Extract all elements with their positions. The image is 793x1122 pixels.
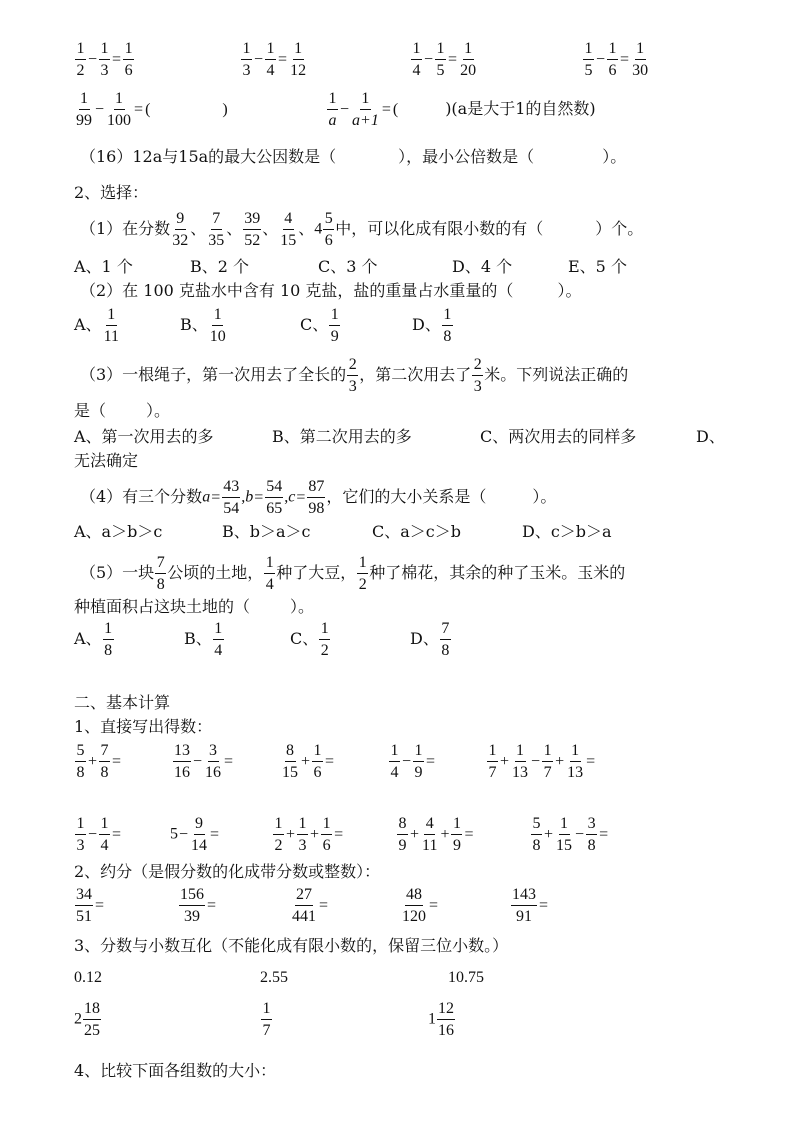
choice-3-question-line2: 是（ ）。 xyxy=(74,401,171,420)
choice-2-option-a[interactable]: A、 $\frac{1}{11}$ xyxy=(74,306,119,345)
calc-2-4: $\frac{8}{9}$ + $\frac{4}{11}$ + $\frac{1}{9}$ = xyxy=(398,815,474,854)
choice-3-option-a[interactable]: A、第一次用去的多 xyxy=(74,427,214,446)
subsection-4-title: 4、比较下面各组数的大小： xyxy=(74,1061,277,1080)
choice-5-option-c[interactable]: C、 $\frac{1}{2}$ xyxy=(290,620,329,659)
reduce-1: $\frac{34}{51}$ = xyxy=(76,886,105,925)
choice-3-option-d[interactable]: D、 xyxy=(696,427,725,446)
choice-3-option-c[interactable]: C、两次用去的同样多 xyxy=(480,427,637,446)
choice-1-option-b[interactable]: B、2 个 xyxy=(190,257,250,276)
choice-4-option-b[interactable]: B、b＞a＞c xyxy=(222,522,311,541)
reduce-3: $\frac{27}{441}$ = xyxy=(292,886,329,925)
calc-1-1: $\frac{5}{8}$ + $\frac{7}{8}$ = xyxy=(76,742,122,781)
choice-1-option-d[interactable]: D、4 个 xyxy=(452,257,513,276)
pattern-eq-5: $\frac{1}{99}$ − $\frac{1}{100}$ = ( ) xyxy=(76,90,228,129)
decimal-2: 2.55 xyxy=(260,969,288,986)
fraction-convert-2: $\frac{1}{7}$ xyxy=(262,1000,271,1039)
choice-1-option-c[interactable]: C、3 个 xyxy=(318,257,378,276)
reduce-5: $\frac{143}{91}$ = xyxy=(512,886,549,925)
choice-1-option-a[interactable]: A、1 个 xyxy=(74,257,133,276)
choice-4-option-c[interactable]: C、a＞c＞b xyxy=(372,522,461,541)
subsection-3-title: 3、分数与小数互化（不能化成有限小数的，保留三位小数。） xyxy=(74,936,509,955)
subsection-2-title: 2、约分（是假分数的化成带分数或整数）： xyxy=(74,862,381,881)
choice-2-option-b[interactable]: B、 $\frac{1}{10}$ xyxy=(180,306,226,345)
choice-3-question: （3）一根绳子，第一次用去了全长的 $\frac{2}{3}$ ，第二次用去了 $\frac{2}{3}$ 米。下列说法正确的 xyxy=(80,356,629,395)
choice-4-option-a[interactable]: A、a＞b＞c xyxy=(74,522,163,541)
decimal-3: 10.75 xyxy=(448,969,484,986)
choice-1-question: （1）在分数 $\frac{9}{32}$ 、 $\frac{7}{35}$ 、 $\frac{39}{52}$ 、 $\frac{4}{15}$ 、4 $\frac{5}{6}$ 中，可以化成有限小数的有（ ）个。 xyxy=(80,210,644,249)
choice-5-question-line2: 种植面积占这块土地的（ ）。 xyxy=(74,597,315,616)
calc-1-3: $\frac{8}{15}$ + $\frac{1}{6}$ = xyxy=(282,742,335,781)
choice-2-option-d[interactable]: D、 $\frac{1}{8}$ xyxy=(412,306,452,345)
choice-4-question: （4）有三个分数a= $\frac{43}{54}$ ,b= $\frac{54}{65}$ ,c= $\frac{87}{98}$ ，它们的大小关系是（ ）。 xyxy=(80,478,557,517)
pattern-eq-3: $\frac{1}{4}$ − $\frac{1}{5}$ = $\frac{1}{20}$ xyxy=(412,40,477,79)
calc-2-2: 5− $\frac{9}{14}$ = xyxy=(170,815,220,854)
choice-2-question: （2）在 100 克盐水中含有 10 克盐，盐的重量占水重量的（ ）。 xyxy=(80,281,582,300)
fraction-convert-3: 1 $\frac{12}{16}$ xyxy=(428,1000,454,1039)
reduce-4: $\frac{48}{120}$ = xyxy=(402,886,439,925)
question-16: （16）12a与15a的最大公因数是（ ），最小公倍数是（ ）。 xyxy=(80,147,627,166)
choice-5-option-d[interactable]: D、 $\frac{7}{8}$ xyxy=(410,620,450,659)
calc-2-1: $\frac{1}{3}$ − $\frac{1}{4}$ = xyxy=(76,815,122,854)
calc-1-2: $\frac{13}{16}$ − $\frac{3}{16}$ = xyxy=(174,742,234,781)
pattern-eq-6: $\frac{1}{a}$ − $\frac{1}{a+1}$ = ( )(a是大于1的自然数) xyxy=(328,90,596,129)
choice-3-option-d-wrap: 无法确定 xyxy=(74,451,139,470)
choice-5-option-b[interactable]: B、 $\frac{1}{4}$ xyxy=(184,620,223,659)
pattern-eq-4: $\frac{1}{5}$ − $\frac{1}{6}$ = $\frac{1}{30}$ xyxy=(584,40,649,79)
decimal-1: 0.12 xyxy=(74,969,102,986)
reduce-2: $\frac{156}{39}$ = xyxy=(180,886,217,925)
subsection-1-title: 1、直接写出得数： xyxy=(74,717,213,736)
calc-2-5: $\frac{5}{8}$ + $\frac{1}{15}$ − $\frac{3}{8}$ = xyxy=(532,815,609,854)
choice-5-question: （5）一块 $\frac{7}{8}$ 公顷的土地， $\frac{1}{4}$ 种了大豆， $\frac{1}{2}$ 种了棉花，其余的种了玉米。玉米的 xyxy=(80,554,626,593)
choice-3-option-b[interactable]: B、第二次用去的多 xyxy=(272,427,412,446)
calc-2-3: $\frac{1}{2}$ + $\frac{1}{3}$ + $\frac{1}{6}$ = xyxy=(274,815,344,854)
section-2-title: 2、选择： xyxy=(74,183,149,202)
pattern-eq-1: $\frac{1}{2}$ − $\frac{1}{3}$ = $\frac{1}{6}$ xyxy=(76,40,133,79)
choice-1-option-e[interactable]: E、5 个 xyxy=(568,257,627,276)
pattern-eq-2: $\frac{1}{3}$ − $\frac{1}{4}$ = $\frac{1}{12}$ xyxy=(242,40,307,79)
fraction-convert-1: 2 $\frac{18}{25}$ xyxy=(74,1000,100,1039)
part-2-title: 二、基本计算 xyxy=(74,693,171,712)
choice-2-option-c[interactable]: C、 $\frac{1}{9}$ xyxy=(300,306,339,345)
calc-1-5: $\frac{1}{7}$ + $\frac{1}{13}$ − $\frac{1}{7}$ + $\frac{1}{13}$ = xyxy=(488,742,596,781)
choice-4-option-d[interactable]: D、c＞b＞a xyxy=(522,522,612,541)
calc-1-4: $\frac{1}{4}$ − $\frac{1}{9}$ = xyxy=(390,742,436,781)
choice-5-option-a[interactable]: A、 $\frac{1}{8}$ xyxy=(74,620,113,659)
